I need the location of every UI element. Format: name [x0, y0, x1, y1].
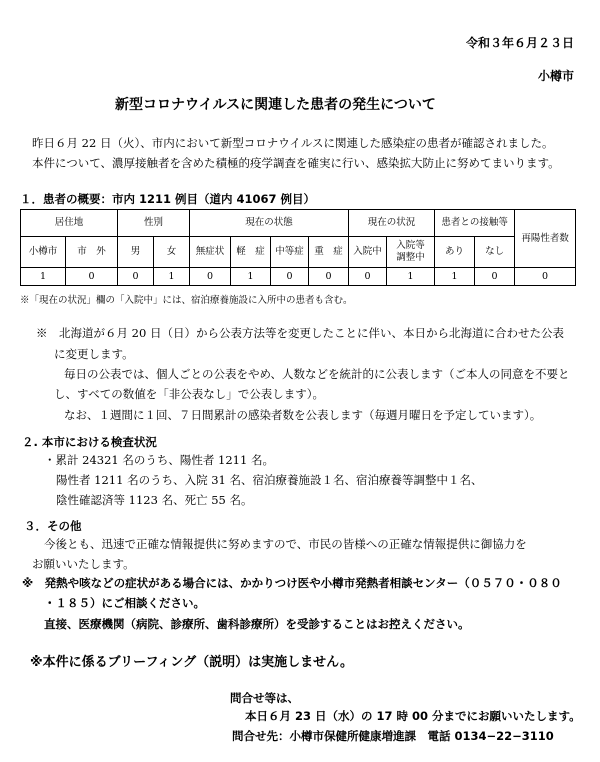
warning-line-2: ・１８５）にご相談ください。	[44, 596, 205, 610]
warning-line-1: ※ 発熱や咳などの症状がある場合には、かかりつけ医や小樽市発熱者相談センター（０５７０・０８０	[22, 576, 562, 590]
group-header-status: 現在の状況	[349, 210, 435, 237]
cell-mild: 1	[231, 268, 271, 286]
notice-line-1: ※ 北海道が６月 20 日（日）から公表方法等を変更したことに伴い、本日から北海道に合わせた公表	[36, 326, 564, 340]
cell-outside-city: 0	[66, 268, 118, 286]
col-header-hospitalized: 入院中	[349, 237, 387, 268]
notice-line-5: なお、１週間に１回、７日間累計の感染者数を公表します（毎週月曜日を予定しています）。	[64, 408, 542, 422]
contact-heading: 問合せ等は、	[230, 691, 299, 705]
notice-line-4: し、すべての数値を「非公表なし」で公表します）。	[54, 387, 325, 401]
group-header-contact: 患者との接触等	[435, 210, 515, 237]
cell-repositive: 0	[515, 268, 576, 286]
cell-male: 0	[118, 268, 154, 286]
cell-hospitalized: 0	[349, 268, 387, 286]
section3-heading: ３．その他	[24, 519, 82, 533]
section2-line-1: ・累計 24321 名のうち、陽性者 1211 名。	[44, 453, 274, 467]
cell-contact-no: 0	[475, 268, 515, 286]
group-header-repositive: 再陽性者数	[515, 210, 576, 268]
table-row	[21, 268, 576, 286]
table-note: ※「現在の状況」欄の「入院中」には、宿泊療養施設に入所中の患者も含む。	[20, 295, 353, 306]
notice-line-3: 毎日の公表では、個人ごとの公表をやめ、人数などを統計的に公表します（ご本人の同意を不要と	[64, 367, 570, 381]
col-header-adjusting-line1: 入院等	[396, 240, 425, 251]
col-header-contact-no: なし	[475, 237, 515, 268]
notice-line-2: に変更します。	[54, 347, 134, 361]
section3-line-1: 今後とも、迅速で正確な情報提供に努めますので、市民の皆様への正確な情報提供に御協力を	[44, 537, 527, 551]
col-header-asymptomatic: 無症状	[190, 237, 231, 268]
section2-line-3: 陰性確認済等 1123 名、死亡 55 名。	[56, 493, 253, 507]
intro-line-1: 昨日６月 22 日（火）、市内において新型コロナウイルスに関連した感染症の患者が確認されました。	[32, 136, 554, 150]
group-header-residence: 居住地	[21, 210, 118, 237]
col-header-adjusting	[387, 237, 435, 268]
col-header-severe: 重 症	[309, 237, 349, 268]
col-header-adjusting-line2: 調整中	[396, 252, 425, 263]
cell-otaru: 1	[21, 268, 66, 286]
patient-summary-table	[20, 209, 576, 286]
contact-deadline: 本日６月 23 日（水）の 17 時 00 分までにお願いいたします。	[245, 709, 581, 723]
briefing-notice: ※本件に係るブリーフィング（説明）は実施しません。	[30, 655, 353, 670]
city-name: 小樽市	[537, 69, 574, 83]
section2-line-2: 陽性者 1211 名のうち、入院 31 名、宿泊療養施設１名、宿泊療養等調整中１名、	[56, 473, 483, 487]
cell-female: 1	[154, 268, 190, 286]
col-header-male: 男	[118, 237, 154, 268]
cell-moderate: 0	[271, 268, 309, 286]
col-header-female: 女	[154, 237, 190, 268]
col-header-contact-yes: あり	[435, 237, 475, 268]
page-title: 新型コロナウイルスに関連した患者の発生について	[115, 97, 436, 113]
col-header-mild: 軽 症	[231, 237, 271, 268]
document-date: 令和３年６月２３日	[465, 36, 574, 50]
group-header-condition: 現在の状態	[190, 210, 349, 237]
col-header-moderate: 中等症	[271, 237, 309, 268]
cell-contact-yes: 1	[435, 268, 475, 286]
section1-heading: １．患者の概要：市内 1211 例目（道内 41067 例目）	[20, 192, 316, 206]
group-header-sex: 性別	[118, 210, 190, 237]
intro-line-2: 本件について、濃厚接触者を含めた積極的疫学調査を確実に行い、感染拡大防止に努めてまいります。	[32, 156, 560, 170]
section3-line-2: お願いいたします。	[32, 557, 135, 571]
cell-asymptomatic: 0	[190, 268, 231, 286]
col-header-outside-city: 市 外	[66, 237, 118, 268]
cell-severe: 0	[309, 268, 349, 286]
cell-adjusting: 1	[387, 268, 435, 286]
section2-heading: ２. 本市における検査状況	[22, 435, 157, 449]
warning-line-3: 直接、医療機関（病院、診療所、歯科診療所）を受診することはお控えください。	[44, 617, 470, 631]
col-header-otaru: 小樽市	[21, 237, 66, 268]
contact-info: 問合せ先：小樽市保健所健康増進課 電話 0134−22−3110	[232, 729, 554, 743]
